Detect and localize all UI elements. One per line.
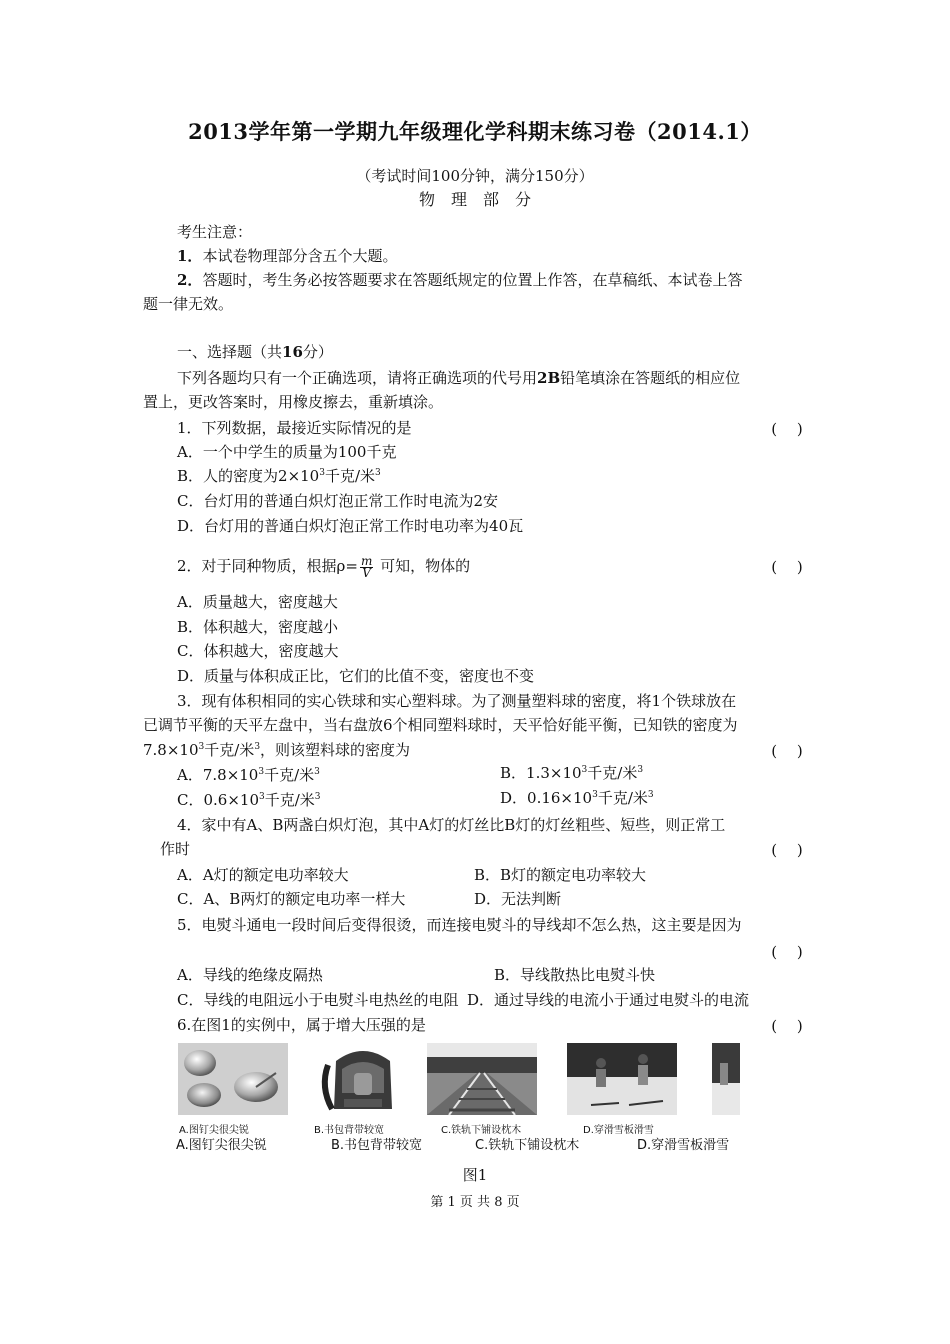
q3-d-unit: 千克/米 [597, 789, 648, 807]
photo-backpack [308, 1043, 418, 1115]
q3-c-unit: 千克/米 [264, 791, 315, 809]
photo-skiing [567, 1043, 677, 1115]
instr-pre: 下列各题均只有一个正确选项，请将正确选项的代号用 [177, 369, 538, 387]
q2-option-a: A．质量越大，密度越大 [177, 593, 338, 611]
part1-instructions [177, 368, 740, 388]
figure-label: 图1 [462, 1166, 488, 1184]
figure-caption-a: A.图钉尖很尖锐 [176, 1138, 267, 1153]
q4-answer-paren[interactable]: ( ) [771, 841, 803, 859]
q1-b-exp: 3 [319, 468, 325, 478]
part1-heading [177, 342, 333, 362]
q3-l3-pre: 7.8×10 [143, 741, 199, 759]
q3-option-a [177, 765, 320, 785]
notice-item-2 [177, 270, 742, 290]
q1-option-c: C．台灯用的普通白炽灯泡正常工作时电流为2安 [177, 492, 499, 510]
q2-fraction [360, 553, 373, 580]
q1-b-pre: B．人的密度为2×10 [177, 467, 320, 485]
q3-line-1: 3．现有体积相同的实心铁球和实心塑料球。为了测量塑料球的密度，将1个铁球放在 [177, 692, 737, 710]
q2-stem [177, 554, 470, 579]
q1-option-d: D．台灯用的普通白炽灯泡正常工作时电功率为40瓦 [177, 517, 524, 535]
q3-c-pre: C．0.6×10 [177, 791, 259, 809]
q3-c-unit-exp: 3 [314, 792, 321, 802]
q4-option-d: D．无法判断 [474, 890, 562, 908]
page-footer: 第 1 页 共 8 页 [430, 1195, 520, 1210]
q1-b-unit: 千克/米 [324, 467, 376, 485]
figure-caption-b: B.书包背带较宽 [331, 1138, 423, 1153]
photo-caption-d: D.穿滑雪板滑雪 [583, 1125, 654, 1136]
q3-b-unit-exp: 3 [637, 765, 644, 775]
q3-l3-exp: 3 [198, 742, 205, 752]
photo-railway [427, 1043, 537, 1115]
photo-caption-c: C.铁轨下铺设枕木 [441, 1125, 522, 1136]
q2-option-b: B．体积越大，密度越小 [177, 618, 339, 636]
q6-stem: 6.在图1的实例中，属于增大压强的是 [177, 1016, 426, 1034]
part1-heading-pre: 一、选择题（共 [177, 343, 283, 361]
q3-a-pre: A．7.8×10 [177, 766, 259, 784]
notice-item-2-num: 2． [177, 271, 203, 289]
q1-option-b [177, 466, 381, 486]
q5-option-c: C．导线的电阻远小于电熨斗电热丝的电阻 [177, 991, 459, 1009]
part1-instructions-cont: 置上，更改答案时，用橡皮擦去，重新填涂。 [143, 393, 444, 411]
notice-item-2-text: 答题时，考生务必按答题要求在答题纸规定的位置上作答，在草稿纸、本试卷上答 [202, 271, 743, 289]
q4-option-b: B．B灯的额定电功率较大 [474, 866, 647, 884]
q3-b-exp: 3 [581, 765, 588, 775]
photo-thumbtack [178, 1043, 288, 1115]
q6-answer-paren[interactable]: ( ) [771, 1017, 803, 1035]
q4-option-a: A．A灯的额定电功率较大 [177, 866, 349, 884]
q3-a-exp: 3 [258, 767, 265, 777]
q3-option-d [500, 788, 654, 808]
q4-option-c: C．A、B两灯的额定电功率一样大 [177, 890, 406, 908]
q4-line-2: 作时 [160, 840, 191, 858]
photo-caption-b: B.书包背带较宽 [314, 1125, 385, 1136]
notice-item-1-num: 1． [177, 247, 203, 265]
instr-post: 铅笔填涂在答题纸的相应位 [560, 369, 741, 387]
backpack-illustration [308, 1043, 418, 1115]
q2-option-c: C．体积越大，密度越大 [177, 642, 339, 660]
figure-caption-c: C.铁轨下铺设枕木 [475, 1138, 580, 1153]
q3-d-pre: D．0.16×10 [500, 789, 593, 807]
photo-skiing-cropped [712, 1043, 740, 1115]
q5-line-1: 5．电熨斗通电一段时间后变得很烫，而连接电熨斗的导线却不怎么热，这主要是因为 [177, 916, 742, 934]
section-title: 物 理 部 分 [418, 190, 531, 209]
q3-d-exp: 3 [592, 790, 598, 800]
notice-item-2-cont: 题一律无效。 [143, 295, 234, 313]
photo-caption-a: A.图钉尖很尖锐 [179, 1125, 249, 1136]
q4-line-1: 4．家中有A、B两盏白炽灯泡，其中A灯的灯丝比B灯的灯丝粗些、短些，则正常工 [177, 816, 726, 834]
q1-answer-paren[interactable]: ( ) [771, 420, 803, 438]
q3-l3-unit: 千克/米 [204, 741, 255, 759]
exam-title: 2013学年第一学期九年级理化学科期末练习卷（2014.1） [188, 119, 762, 144]
q2-stem-pre: 2．对于同种物质，根据ρ= [177, 557, 358, 575]
q1-option-a: A．一个中学生的质量为100千克 [177, 443, 397, 461]
q3-d-unit-exp: 3 [647, 790, 654, 800]
instr-pencil: 2B [537, 369, 561, 387]
q5-option-d: D．通过导线的电流小于通过电熨斗的电流 [467, 991, 750, 1009]
q3-option-c [177, 790, 321, 810]
notice-item-1 [177, 246, 397, 266]
q3-line-3 [143, 740, 410, 760]
thumbtack-illustration [178, 1043, 288, 1115]
q5-option-a: A．导线的绝缘皮隔热 [177, 966, 323, 984]
q5-option-b: B．导线散热比电熨斗快 [494, 966, 656, 984]
q3-a-unit-exp: 3 [314, 767, 320, 777]
part1-heading-num: 16 [282, 343, 303, 361]
q3-line-2: 已调节平衡的天平左盘中，当右盘放6个相同塑料球时，天平恰好能平衡，已知铁的密度为 [143, 716, 738, 734]
q1-stem: 1．下列数据，最接近实际情况的是 [177, 419, 412, 437]
q2-answer-paren[interactable]: ( ) [771, 558, 803, 576]
notice-item-1-text: 本试卷物理部分含五个大题。 [202, 247, 398, 265]
exam-subtitle: （考试时间100分钟，满分150分） [356, 167, 594, 185]
q3-c-exp: 3 [259, 792, 265, 802]
figure-caption-d: D.穿滑雪板滑雪 [637, 1138, 730, 1153]
q2-stem-post: 可知，物体的 [380, 557, 471, 575]
q3-b-pre: B．1.3×10 [500, 764, 582, 782]
q3-option-b [500, 763, 643, 783]
q3-l3-unit-exp: 3 [254, 742, 261, 752]
q3-answer-paren[interactable]: ( ) [771, 742, 803, 760]
railway-illustration [427, 1043, 537, 1115]
skiing-crop-illustration [712, 1043, 740, 1115]
q2-option-d: D．质量与体积成正比，它们的比值不变，密度也不变 [177, 667, 535, 685]
q3-l3-post: ，则该塑料球的密度为 [260, 741, 411, 759]
q3-a-unit: 千克/米 [264, 766, 315, 784]
q5-answer-paren[interactable]: ( ) [771, 943, 803, 961]
q1-b-unit-exp: 3 [375, 468, 381, 478]
notice-label: 考生注意： [177, 223, 253, 241]
q3-b-unit: 千克/米 [587, 764, 638, 782]
q2-frac-num: m [360, 553, 373, 568]
part1-heading-post: 分） [302, 343, 333, 361]
skiing-illustration [567, 1043, 677, 1115]
q2-frac-den: V [362, 565, 371, 580]
